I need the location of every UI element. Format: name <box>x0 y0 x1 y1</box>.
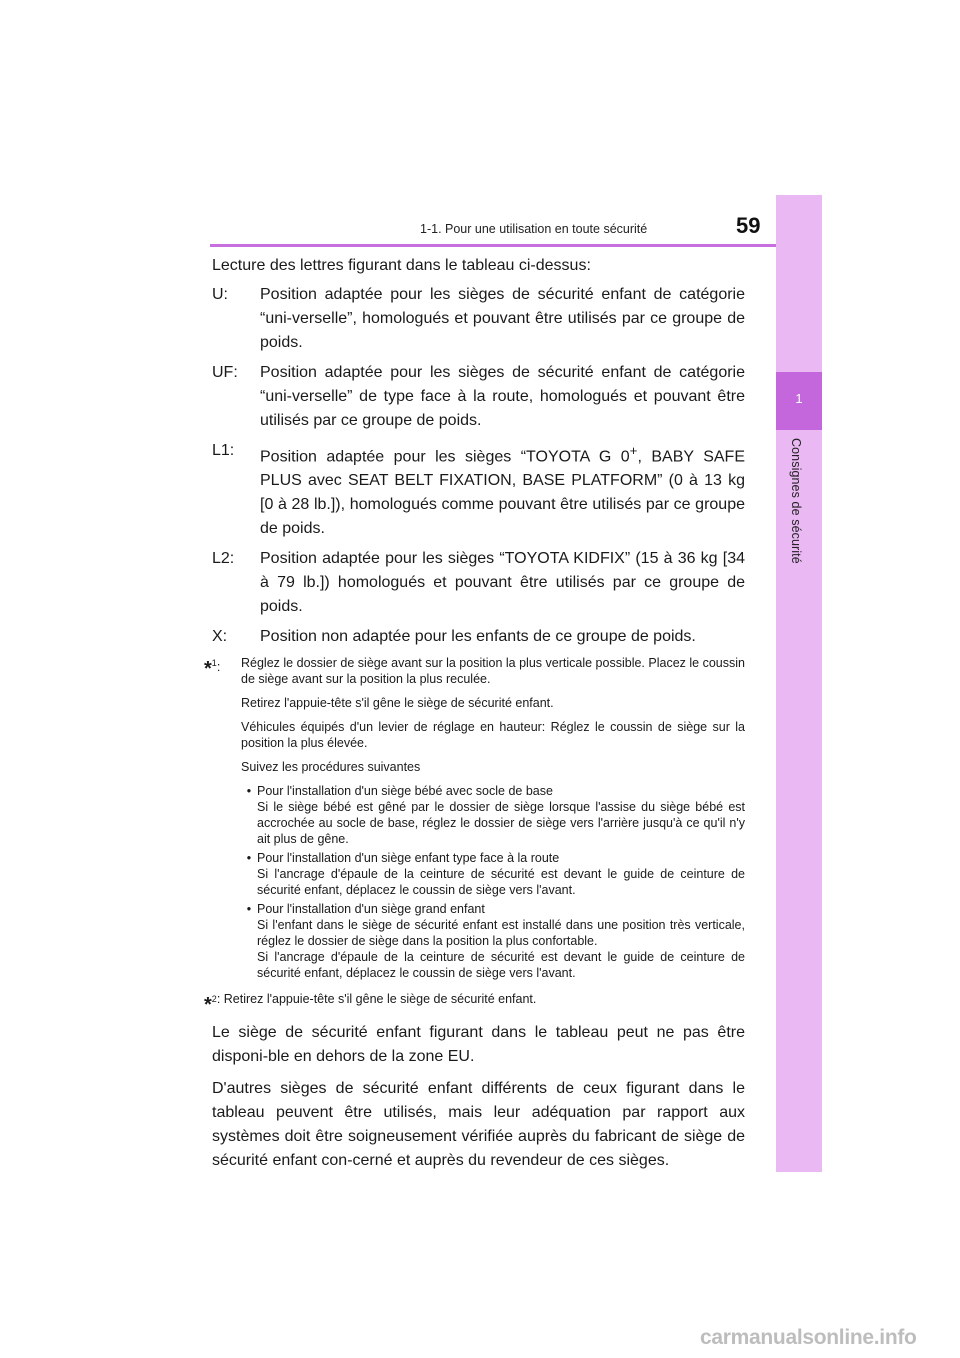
footnote-2 <box>204 991 745 1017</box>
page-number: 59 <box>736 213 761 238</box>
legend-text-part: , BABY SAFE PLUS avec SEAT BELT FIXATION, BASE PLATFORM” (0 à 13 kg [0 à 28 lb.]), homologués comme pouvant être utilisés par ce groupe de poids. <box>260 448 745 538</box>
footnote-number: 2 <box>211 994 217 1005</box>
list-item-title: Pour l'installation d'un siège bébé avec socle de base <box>257 784 553 799</box>
list-item-line: Si l'ancrage d'épaule de la ceinture de sécurité est devant le guide de ceinture de sécurité enfant, déplacez le coussin de siège vers l'avant. <box>257 867 745 898</box>
legend-key: L2: <box>212 550 235 568</box>
footnote-marker <box>204 655 241 985</box>
footnote-star: * <box>204 994 212 1017</box>
footnote-paragraph: Retirez l'appuie-tête s'il gêne le siège de sécurité enfant. <box>241 696 554 711</box>
running-header: 1-1. Pour une utilisation en toute sécurité <box>420 222 648 236</box>
legend-item-l1 <box>212 439 745 541</box>
footnote-body <box>241 655 745 985</box>
list-item-body <box>257 901 745 981</box>
chapter-number: 1 <box>795 391 803 406</box>
legend-text-part: Position adaptée pour les sièges “TOYOTA G 0 <box>260 448 630 466</box>
bullet-icon: • <box>246 902 252 917</box>
list-item <box>241 783 745 847</box>
list-item-title: Pour l'installation d'un siège enfant type face à la route <box>257 851 560 866</box>
legend-text: Position non adaptée pour les enfants de ce groupe de poids. <box>260 628 696 646</box>
watermark: carmanualsonline.info <box>700 1326 917 1349</box>
legend-intro: Lecture des lettres figurant dans le tableau ci-dessus: <box>212 257 591 274</box>
legend-key: X: <box>212 628 228 646</box>
list-item-title: Pour l'installation d'un siège grand enfant <box>257 902 485 917</box>
list-item-line: Si le siège bébé est gêné par le dossier de siège lorsque l'assise du siège bébé est accrochée au socle de base, réglez le dossier de siège vers l'arrière jusqu'à ce qu'il n'y ait plus de gêne. <box>257 800 745 847</box>
legend-text: Position adaptée pour les sièges “TOYOTA KIDFIX” (15 à 36 kg [34 à 79 lb.]) homologués et pouvant être utilisés par ce groupe de poids. <box>260 550 745 616</box>
bullet-icon: • <box>246 784 252 799</box>
header-rule <box>210 244 822 247</box>
legend-item-uf <box>212 361 745 433</box>
footnote-number: 1 <box>211 658 217 669</box>
legend-key: L1: <box>212 442 235 459</box>
chapter-label: Consignes de sécurité <box>789 438 803 564</box>
closing-paragraph: D'autres sièges de sécurité enfant différents de ceux figurant dans le tableau peuvent être utilisés, mais leur adéquation par rapport aux systèmes doit être soigneusement vérifiée auprès du fabricant de siège de sécurité enfant con-cerné et auprès du revendeur de ces sièges. <box>212 1080 745 1170</box>
list-item <box>241 850 745 898</box>
footnote-paragraph: Réglez le dossier de siège avant sur la position la plus verticale possible. Placez le coussin de siège avant sur la position la plus reculée. <box>241 656 745 687</box>
footnote-paragraph: Suivez les procédures suivantes <box>241 760 421 775</box>
footnote-paragraph: Véhicules équipés d'un levier de réglage en hauteur: Réglez le coussin de siège sur la position la plus élevée. <box>241 720 745 751</box>
legend-key: UF: <box>212 364 238 381</box>
closing-paragraph: Le siège de sécurité enfant figurant dans le tableau peut ne pas être disponi-ble en dehors de la zone EU. <box>212 1024 745 1066</box>
legend-text: Position adaptée pour les sièges de sécurité enfant de catégorie “uni-verselle” de type face à la route, homologués et pouvant être utilisés par ce groupe de poids. <box>260 364 745 429</box>
footnote-1 <box>204 655 745 985</box>
legend-key: U: <box>212 286 228 303</box>
list-item-line: Si l'ancrage d'épaule de la ceinture de sécurité est devant le guide de ceinture de sécurité enfant, déplacez le coussin de siège vers l'avant. <box>257 950 745 981</box>
legend-text <box>260 439 745 541</box>
list-item <box>241 901 745 981</box>
legend-superscript: + <box>629 443 638 458</box>
legend-item-l2 <box>212 547 745 619</box>
page-content <box>204 254 745 1173</box>
legend-text: Position adaptée pour les sièges de sécurité enfant de catégorie “uni-verselle”, homologués et pouvant être utilisés par ce groupe de poids. <box>260 286 745 351</box>
procedure-list <box>241 783 745 981</box>
legend-list <box>212 283 745 649</box>
footnote-body: : Retirez l'appuie-tête s'il gêne le siège de sécurité enfant. <box>216 992 537 1007</box>
list-item-line: Si l'enfant dans le siège de sécurité enfant est installé dans une position très verticale, réglez le dossier de siège dans la position la plus confortable. <box>257 918 745 949</box>
legend-item-u <box>212 283 745 355</box>
list-item-body <box>257 783 745 847</box>
list-item-body <box>257 850 745 898</box>
chapter-side-tab <box>776 195 822 1172</box>
footnote-colon: : <box>216 660 221 675</box>
bullet-icon: • <box>246 851 252 866</box>
footnote-star: * <box>204 658 212 681</box>
legend-item-x <box>212 625 745 649</box>
